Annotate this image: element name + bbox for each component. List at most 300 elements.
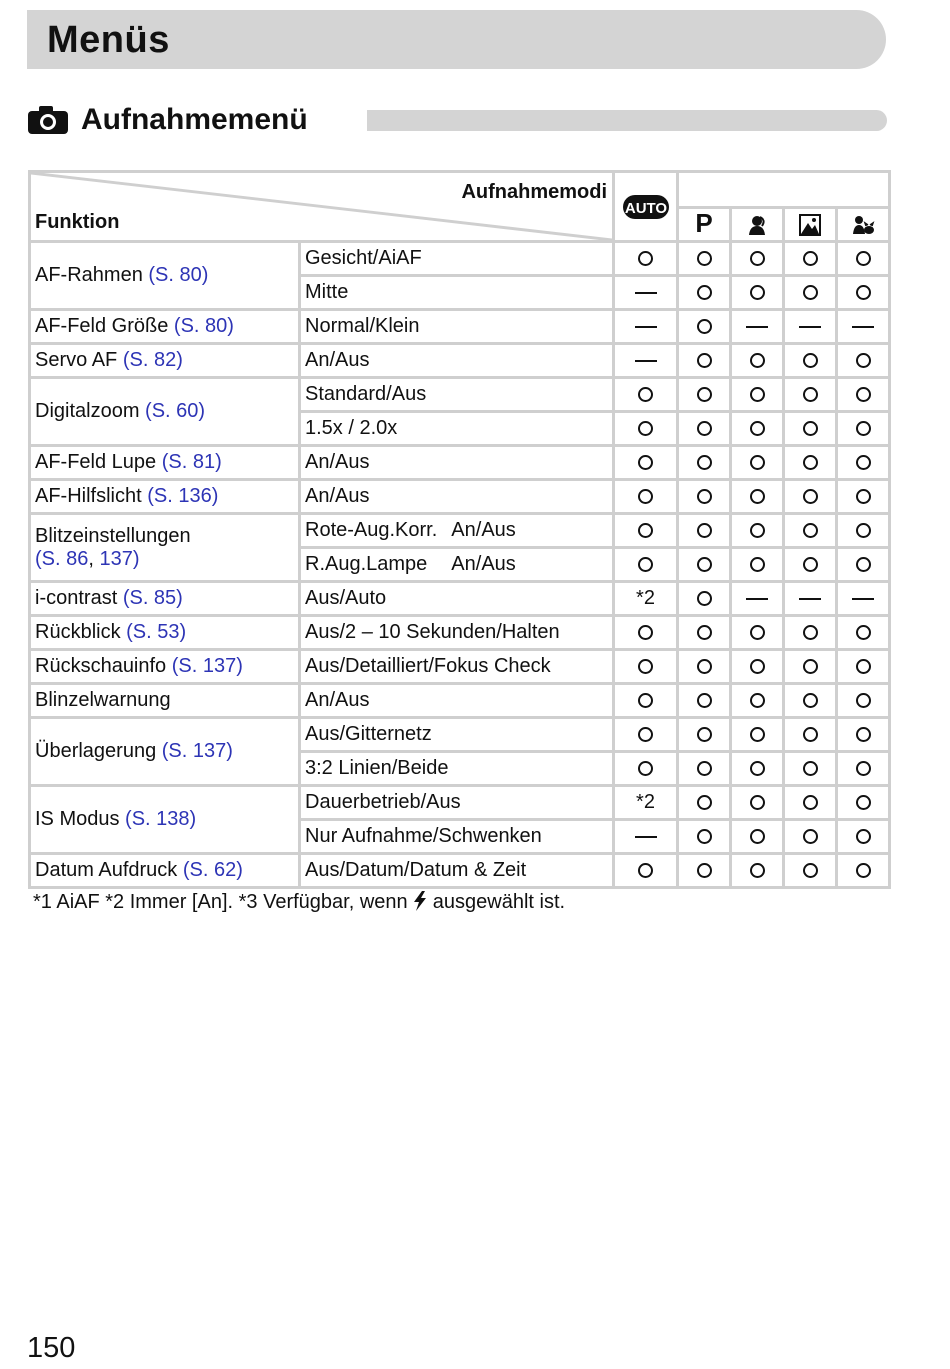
setting-cell: [300, 310, 614, 344]
page-number: 150: [27, 1332, 76, 1364]
dash-icon: [799, 326, 821, 328]
circle-icon: [856, 251, 871, 266]
circle-icon: [856, 455, 871, 470]
available-mark: [784, 344, 837, 378]
circle-icon: [750, 285, 765, 300]
circle-icon: [856, 557, 871, 572]
available-mark: [837, 276, 890, 310]
circle-icon: [803, 557, 818, 572]
function-cell: [30, 344, 300, 378]
circle-icon: [638, 557, 653, 572]
unavailable-mark: [731, 310, 784, 344]
dash-icon: [799, 598, 821, 600]
circle-icon: [697, 353, 712, 368]
circle-icon: [638, 387, 653, 402]
circle-icon: [803, 625, 818, 640]
unavailable-mark: [784, 310, 837, 344]
header-function-label: Funktion: [35, 211, 120, 233]
setting-cell: [300, 276, 614, 310]
available-mark: [678, 752, 731, 786]
circle-icon: [638, 421, 653, 436]
table-row: [30, 514, 890, 548]
available-mark: [784, 820, 837, 854]
note-text: *2: [636, 587, 655, 609]
circle-icon: [856, 693, 871, 708]
available-mark: [678, 854, 731, 888]
circle-icon: [697, 319, 712, 334]
function-cell: [30, 616, 300, 650]
function-name: Rückblick: [35, 621, 121, 643]
available-mark: [614, 548, 678, 582]
available-mark: [731, 412, 784, 446]
available-mark: [837, 344, 890, 378]
available-mark: [731, 718, 784, 752]
available-mark: [614, 480, 678, 514]
page-reference-link[interactable]: (S. 86: [35, 547, 89, 570]
setting-value: An/Aus: [451, 519, 516, 541]
available-mark: [678, 344, 731, 378]
flash-icon: [413, 891, 427, 911]
circle-icon: [803, 863, 818, 878]
header-modes-label: Aufnahmemodi: [461, 181, 607, 203]
page-reference-link[interactable]: (S. 80): [148, 264, 209, 286]
function-cell: [30, 582, 300, 616]
function-cell: [30, 650, 300, 684]
unavailable-mark: [837, 582, 890, 616]
table-row: [30, 446, 890, 480]
available-mark: [678, 446, 731, 480]
available-mark: [837, 684, 890, 718]
auto-mode-label: AUTO: [624, 199, 667, 217]
circle-icon: [697, 693, 712, 708]
circle-icon: [856, 625, 871, 640]
function-name: AF-Feld Größe: [35, 315, 169, 337]
function-name: IS Modus: [35, 808, 120, 830]
unavailable-mark: [614, 820, 678, 854]
available-mark: [678, 412, 731, 446]
circle-icon: [856, 761, 871, 776]
available-mark: [784, 446, 837, 480]
available-mark: [731, 344, 784, 378]
function-name: Rückschauinfo: [35, 655, 167, 677]
circle-icon: [697, 387, 712, 402]
footnote-text-before: *1 AiAF *2 Immer [An]. *3 Verfügbar, wenn: [33, 891, 408, 913]
circle-icon: [803, 251, 818, 266]
dash-icon: [852, 326, 874, 328]
circle-icon: [750, 761, 765, 776]
function-cell: [30, 684, 300, 718]
available-mark: [784, 548, 837, 582]
available-mark: [784, 854, 837, 888]
circle-icon: [638, 727, 653, 742]
page-reference-link[interactable]: (S. 60): [145, 400, 206, 422]
function-name: Überlagerung: [35, 740, 157, 762]
available-mark: [837, 820, 890, 854]
available-mark: [614, 650, 678, 684]
available-mark: [614, 412, 678, 446]
circle-icon: [856, 421, 871, 436]
setting-label: Aus/Gitternetz: [305, 723, 432, 745]
setting-label: Aus/Detailliert/Fokus Check: [305, 655, 551, 677]
circle-icon: [697, 829, 712, 844]
setting-cell: [300, 480, 614, 514]
circle-icon: [803, 727, 818, 742]
setting-cell: [300, 616, 614, 650]
available-mark: [731, 514, 784, 548]
circle-icon: [803, 659, 818, 674]
section-header: [27, 100, 887, 142]
available-mark: [837, 718, 890, 752]
available-mark: [837, 650, 890, 684]
available-mark: [678, 718, 731, 752]
circle-icon: [697, 727, 712, 742]
circle-icon: [803, 285, 818, 300]
page-reference-link[interactable]: (S. 137): [161, 740, 233, 762]
circle-icon: [638, 489, 653, 504]
setting-label: Aus/Auto: [305, 587, 387, 609]
available-mark: [731, 786, 784, 820]
available-mark: [731, 650, 784, 684]
setting-label: Standard/Aus: [305, 383, 427, 405]
setting-label: 1.5x / 2.0x: [305, 417, 398, 439]
setting-cell: [300, 446, 614, 480]
setting-cell: [300, 582, 614, 616]
page-title: Menüs: [47, 19, 170, 61]
available-mark: [678, 242, 731, 276]
circle-icon: [697, 591, 712, 606]
page-reference-link[interactable]: (S. 85): [122, 587, 183, 609]
available-mark: [731, 480, 784, 514]
note-text: *2: [636, 791, 655, 813]
circle-icon: [803, 795, 818, 810]
available-mark: [678, 786, 731, 820]
setting-label: Gesicht/AiAF: [305, 247, 422, 269]
setting-label: An/Aus: [305, 349, 370, 371]
function-cell: [30, 446, 300, 480]
function-name: Blinzelwarnung: [35, 689, 171, 711]
table-row: [30, 718, 890, 752]
table-row: [30, 786, 890, 820]
setting-cell: [300, 242, 614, 276]
dash-icon: [852, 598, 874, 600]
camera-icon: [27, 105, 69, 135]
dash-icon: [635, 360, 657, 362]
setting-label: 3:2 Linien/Beide: [305, 757, 449, 779]
function-cell: [30, 480, 300, 514]
setting-cell: [300, 718, 614, 752]
setting-label: An/Aus: [305, 451, 370, 473]
setting-label: R.Aug.Lampe: [305, 553, 428, 575]
shooting-menu-table: [28, 170, 891, 889]
available-mark: [784, 616, 837, 650]
available-mark: [678, 378, 731, 412]
available-mark: [837, 752, 890, 786]
available-mark: [731, 446, 784, 480]
function-cell: [30, 718, 300, 786]
setting-label: An/Aus: [305, 689, 370, 711]
circle-icon: [750, 795, 765, 810]
dash-icon: [635, 326, 657, 328]
available-mark: [614, 242, 678, 276]
setting-cell: [300, 854, 614, 888]
circle-icon: [697, 625, 712, 640]
setting-label: Aus/2 – 10 Sekunden/Halten: [305, 621, 560, 643]
available-mark: [837, 514, 890, 548]
circle-icon: [697, 761, 712, 776]
circle-icon: [803, 693, 818, 708]
unavailable-mark: [837, 310, 890, 344]
function-name: AF-Feld Lupe: [35, 451, 157, 473]
available-mark: [784, 480, 837, 514]
page-reference-link[interactable]: (S. 82): [122, 349, 183, 371]
circle-icon: [697, 557, 712, 572]
circle-icon: [803, 353, 818, 368]
auto-mode-icon: [614, 172, 678, 242]
portrait-mode-icon: [731, 208, 784, 242]
footnote: [33, 891, 565, 914]
setting-label: Nur Aufnahme/Schwenken: [305, 825, 542, 847]
setting-label: Normal/Klein: [305, 315, 420, 337]
available-mark: [837, 548, 890, 582]
unavailable-mark: [731, 582, 784, 616]
available-mark: [678, 480, 731, 514]
setting-cell: [300, 752, 614, 786]
available-mark: [678, 310, 731, 344]
section-title-bar: [367, 110, 887, 131]
function-name: i-contrast: [35, 587, 118, 609]
circle-icon: [697, 659, 712, 674]
circle-icon: [697, 489, 712, 504]
circle-icon: [856, 387, 871, 402]
circle-icon: [803, 523, 818, 538]
setting-label: Mitte: [305, 281, 349, 303]
available-mark: [837, 378, 890, 412]
available-mark: [731, 276, 784, 310]
page-reference-link[interactable]: (S. 80): [173, 315, 234, 337]
circle-icon: [638, 659, 653, 674]
dash-icon: [635, 292, 657, 294]
function-name: Servo AF: [35, 349, 118, 371]
setting-cell: [300, 548, 614, 582]
function-cell: [30, 786, 300, 854]
table-body: [30, 242, 890, 888]
available-mark: [731, 242, 784, 276]
circle-icon: [856, 829, 871, 844]
circle-icon: [750, 251, 765, 266]
available-mark: [614, 378, 678, 412]
table-row: [30, 684, 890, 718]
circle-icon: [856, 285, 871, 300]
available-mark: [614, 514, 678, 548]
available-mark: [731, 616, 784, 650]
circle-icon: [638, 863, 653, 878]
circle-icon: [750, 455, 765, 470]
available-mark: [784, 412, 837, 446]
section-title: Aufnahmemenü: [81, 103, 308, 136]
circle-icon: [750, 693, 765, 708]
available-mark: [731, 548, 784, 582]
kids-pets-mode-icon: [837, 208, 890, 242]
circle-icon: [803, 761, 818, 776]
available-mark: [837, 854, 890, 888]
circle-icon: [697, 251, 712, 266]
setting-cell: [300, 344, 614, 378]
available-mark: [678, 820, 731, 854]
dash-icon: [746, 326, 768, 328]
table-row: [30, 310, 890, 344]
note-mark: [614, 582, 678, 616]
setting-cell: [300, 684, 614, 718]
circle-icon: [750, 421, 765, 436]
setting-value: An/Aus: [451, 553, 516, 575]
circle-icon: [638, 761, 653, 776]
setting-cell: [300, 514, 614, 548]
function-name: AF-Rahmen: [35, 264, 143, 286]
circle-icon: [750, 659, 765, 674]
circle-icon: [750, 829, 765, 844]
available-mark: [614, 684, 678, 718]
available-mark: [784, 718, 837, 752]
circle-icon: [803, 489, 818, 504]
circle-icon: [750, 625, 765, 640]
available-mark: [784, 786, 837, 820]
available-mark: [678, 548, 731, 582]
available-mark: [837, 446, 890, 480]
setting-cell: [300, 412, 614, 446]
table-row: [30, 344, 890, 378]
function-cell: [30, 378, 300, 446]
available-mark: [614, 616, 678, 650]
available-mark: [614, 854, 678, 888]
dash-icon: [746, 598, 768, 600]
setting-cell: [300, 378, 614, 412]
available-mark: [784, 242, 837, 276]
setting-label: An/Aus: [305, 485, 370, 507]
page-reference-link[interactable]: 137): [99, 547, 140, 570]
table-row: [30, 616, 890, 650]
function-cell: [30, 310, 300, 344]
table-row: [30, 854, 890, 888]
page-reference-link[interactable]: (S. 53): [126, 621, 187, 643]
available-mark: [678, 650, 731, 684]
function-cell: [30, 514, 300, 582]
circle-icon: [638, 625, 653, 640]
function-name: AF-Hilfslicht: [35, 485, 142, 507]
page-reference-link[interactable]: (S. 138): [125, 808, 197, 830]
available-mark: [837, 616, 890, 650]
circle-icon: [856, 353, 871, 368]
table-row: [30, 242, 890, 276]
circle-icon: [750, 727, 765, 742]
circle-icon: [638, 693, 653, 708]
dash-icon: [635, 836, 657, 838]
function-name: Digitalzoom: [35, 400, 140, 422]
setting-label: Rote-Aug.Korr.: [305, 519, 438, 541]
available-mark: [731, 854, 784, 888]
circle-icon: [638, 455, 653, 470]
unavailable-mark: [614, 310, 678, 344]
setting-cell: [300, 786, 614, 820]
program-mode-icon: P: [678, 208, 731, 242]
table-row: [30, 650, 890, 684]
available-mark: [678, 514, 731, 548]
unavailable-mark: [784, 582, 837, 616]
setting-label: Dauerbetrieb/Aus: [305, 791, 461, 813]
circle-icon: [856, 489, 871, 504]
available-mark: [614, 718, 678, 752]
page-header: [27, 10, 886, 69]
circle-icon: [803, 421, 818, 436]
available-mark: [678, 616, 731, 650]
circle-icon: [856, 863, 871, 878]
circle-icon: [697, 285, 712, 300]
setting-cell: [300, 650, 614, 684]
available-mark: [731, 378, 784, 412]
header-function-cell: [30, 172, 614, 242]
available-mark: [614, 752, 678, 786]
available-mark: [837, 412, 890, 446]
circle-icon: [750, 557, 765, 572]
page-reference-link[interactable]: (S. 137): [171, 655, 243, 677]
page-ref-separator: ,: [88, 547, 100, 570]
setting-label: Aus/Datum/Datum & Zeit: [305, 859, 527, 881]
circle-icon: [856, 659, 871, 674]
circle-icon: [803, 387, 818, 402]
footnote-text-after: ausgewählt ist.: [432, 891, 566, 913]
available-mark: [614, 446, 678, 480]
available-mark: [784, 684, 837, 718]
page-reference-link[interactable]: (S. 136): [147, 485, 219, 507]
circle-icon: [803, 829, 818, 844]
note-mark: [614, 786, 678, 820]
unavailable-mark: [614, 344, 678, 378]
unavailable-mark: [614, 276, 678, 310]
function-cell: [30, 854, 300, 888]
circle-icon: [697, 421, 712, 436]
circle-icon: [638, 523, 653, 538]
circle-icon: [750, 353, 765, 368]
available-mark: [784, 378, 837, 412]
available-mark: [837, 786, 890, 820]
available-mark: [731, 684, 784, 718]
available-mark: [784, 514, 837, 548]
circle-icon: [697, 863, 712, 878]
circle-icon: [697, 795, 712, 810]
circle-icon: [856, 727, 871, 742]
circle-icon: [750, 523, 765, 538]
available-mark: [784, 752, 837, 786]
function-name: Datum Aufdruck: [35, 859, 178, 881]
page-reference-link[interactable]: (S. 81): [161, 451, 222, 473]
landscape-mode-icon: [784, 208, 837, 242]
available-mark: [678, 684, 731, 718]
circle-icon: [803, 455, 818, 470]
function-cell: [30, 242, 300, 310]
circle-icon: [697, 523, 712, 538]
available-mark: [731, 752, 784, 786]
circle-icon: [638, 251, 653, 266]
available-mark: [837, 242, 890, 276]
available-mark: [678, 582, 731, 616]
circle-icon: [697, 455, 712, 470]
circle-icon: [856, 523, 871, 538]
circle-icon: [750, 489, 765, 504]
function-name: Blitzeinstellungen: [35, 524, 191, 547]
circle-icon: [856, 795, 871, 810]
mode-group-header: [678, 172, 890, 208]
page-reference-link[interactable]: (S. 62): [182, 859, 243, 881]
setting-cell: [300, 820, 614, 854]
